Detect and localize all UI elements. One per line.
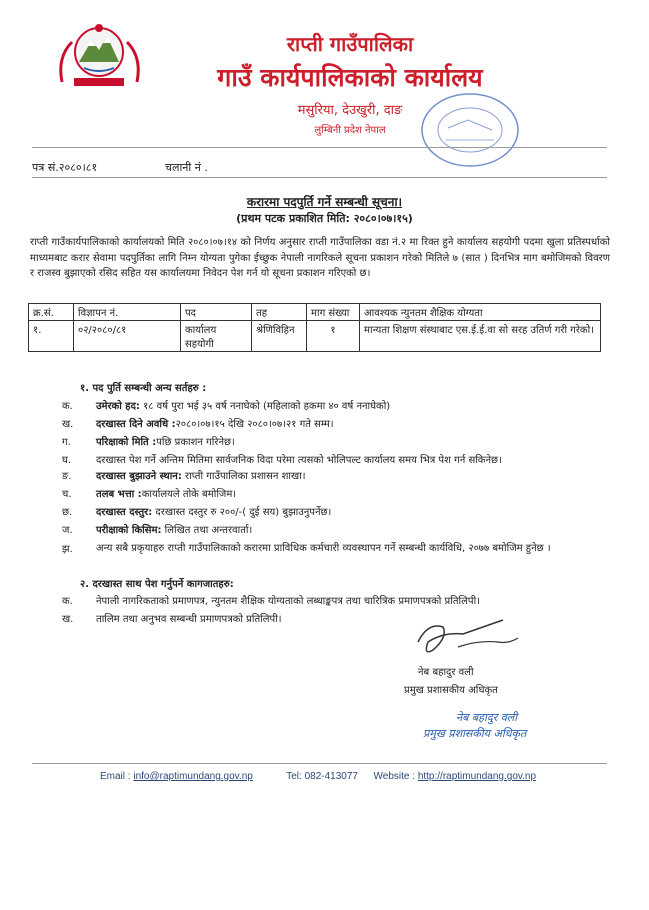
nepal-emblem-logo xyxy=(52,22,147,94)
org-name-line2: गाउँ कार्यपालिकाको कार्यालय xyxy=(217,63,483,92)
item-text: दरखास्त पेश गर्ने अन्तिम मितिमा सार्वजनिक विदा परेमा त्यसको भोलिपल्ट कार्यालय समय भित्र पेश गर्न सकिनेछ। xyxy=(96,455,502,466)
item-label: परीक्षाको किसिम: xyxy=(96,525,162,536)
letter-number: पत्र सं.२०८०।८१ xyxy=(32,161,98,174)
item-marker: क. xyxy=(62,596,73,607)
item-text: कार्यालयले तोके बमोजिम। xyxy=(141,489,237,500)
col-header-qualification: आवश्यक न्युनतम शैक्षिक योग्यता xyxy=(360,304,601,321)
list-item xyxy=(96,468,616,482)
item-marker: छ. xyxy=(62,507,73,518)
list-item xyxy=(96,416,616,430)
list-item xyxy=(96,434,616,448)
col-header-post: पद xyxy=(181,304,252,321)
item-marker: ङ. xyxy=(62,471,72,482)
tel-text: Tel: 082-413077 xyxy=(286,771,358,782)
handwritten-signature xyxy=(408,612,528,662)
item-text: राप्ती गाउँपालिका प्रशासन शाखा। xyxy=(181,471,306,482)
item-label: दरखास्त दिने अवधि : xyxy=(96,419,176,430)
email-label: Email : xyxy=(100,771,131,782)
cell-qualification: मान्यता शिक्षण संस्थाबाट एस.ई.ई.वा सो सरह उतिर्ण गरी गरेको। xyxy=(360,321,601,352)
list-item xyxy=(96,522,616,536)
col-header-sn: क्र.सं. xyxy=(29,304,74,321)
table-row xyxy=(29,321,601,352)
vacancy-table xyxy=(28,303,601,352)
org-province: लुम्बिनी प्रदेश नेपाल xyxy=(314,125,386,136)
item-text: २०८०।०७।१५ देखि २०८०।०७।२१ गते सम्म। xyxy=(175,419,334,430)
notice-subtitle: (प्रथम पटक प्रकाशित मिति: २०८०।०७।१५) xyxy=(236,212,413,225)
item-text: दरखास्त दस्तुर रु २००/-( दुई सय) बुझाउनुपर्नेछ। xyxy=(152,507,332,518)
dispatch-number: चलानी नं . xyxy=(165,161,208,174)
list-item xyxy=(96,541,586,556)
cell-sn: १. xyxy=(29,321,74,352)
list-item xyxy=(96,398,616,412)
table-header-row xyxy=(29,304,601,321)
list-item xyxy=(96,486,616,500)
item-marker: क. xyxy=(62,401,73,412)
item-marker: ज. xyxy=(62,525,73,536)
signatory-position: प्रमुख प्रशासकीय अधिकृत xyxy=(404,685,498,696)
col-header-demand: माग संख्या xyxy=(307,304,360,321)
col-header-level: तह xyxy=(252,304,307,321)
stamp-name: नेब बहादुर वली xyxy=(456,711,518,724)
item-text: अन्य सबै प्रकृयाहरु राप्ती गाउँपालिकाको करारमा प्राविधिक कर्मचारी व्यवस्थापन गर्ने सम्बन्धी कार्यविधि, २०७७ बमोजिम हुनेछ । xyxy=(96,543,551,554)
item-label: दरखास्त बुझाउने स्थान: xyxy=(96,471,182,482)
item-marker: ख. xyxy=(62,614,74,625)
item-text: १८ वर्ष पुरा भई ३५ वर्ष ननाघेको (महिलाको हकमा ४० वर्ष ननाघेको) xyxy=(139,401,391,412)
item-marker: झ. xyxy=(62,544,73,555)
list-item: तालिम तथा अनुभव सम्बन्धी प्रमाणपत्रको प्रतिलिपी। xyxy=(96,614,282,625)
item-label: परिक्षाको मिति : xyxy=(96,437,157,448)
org-name-line1: राप्ती गाउँपालिका xyxy=(286,32,414,56)
list-item xyxy=(96,452,616,466)
section2-heading: २. दरखास्त साथ पेश गर्नुपर्ने कागजातहरु: xyxy=(80,579,234,590)
list-item: नेपाली नागरिकताको प्रमाणपत्र, न्युनतम शैक्षिक योग्यताको लब्धाङ्कपत्र तथा चारित्रिक प्रमाणपत्रको प्रतिलिपी। xyxy=(96,596,480,607)
stamp-position: प्रमुख प्रशासकीय अधिकृत xyxy=(423,727,527,740)
notice-title: करारमा पदपुर्ति गर्ने सम्बन्धी सूचना। xyxy=(246,195,403,209)
cell-post: कार्यालय सहयोगी xyxy=(181,321,252,352)
email-link[interactable]: info@raptimundang.gov.np xyxy=(133,771,253,782)
item-marker: घ. xyxy=(62,455,72,466)
cell-adv-no: ०२/२०८०/८१ xyxy=(74,321,181,352)
item-label: दरखास्त दस्तुर: xyxy=(96,507,153,518)
item-text: पछि प्रकाशन गरिनेछ। xyxy=(156,437,235,448)
ref-divider xyxy=(32,177,607,178)
header-divider xyxy=(32,147,607,148)
item-marker: ग. xyxy=(62,437,71,448)
signatory-name: नेब बहादुर वली xyxy=(418,667,474,678)
footer xyxy=(100,771,536,782)
item-text: लिखित तथा अन्तरवार्ता। xyxy=(161,525,253,536)
item-marker: च. xyxy=(62,489,72,500)
item-label: उमेरको हद: xyxy=(96,401,140,412)
website-link[interactable]: http://raptimundang.gov.np xyxy=(417,771,537,782)
office-stamp xyxy=(418,90,523,170)
item-label: तलब भत्ता : xyxy=(96,489,142,500)
section1-heading: १. पद पुर्ति सम्बन्धी अन्य सर्तहरु : xyxy=(80,383,207,394)
item-marker: ख. xyxy=(62,419,74,430)
list-item xyxy=(96,504,616,518)
cell-demand: १ xyxy=(307,321,360,352)
cell-level: श्रेणिविहिन xyxy=(252,321,307,352)
org-address: मसुरिया, देउखुरी, दाङ xyxy=(297,103,403,118)
col-header-adv-no: विज्ञापन नं. xyxy=(74,304,181,321)
notice-paragraph: राप्ती गाउँकार्यपालिकाको कार्यालयको मिति २०८०।०७।१४ को निर्णय अनुसार राप्ती गाउँपालिका वडा नं.२ मा रिक्त हुने कार्यालय सहयोगी पदमा खुला प्रतिस्पर्धाको माध्यमबाट करार सेवामा पदपुर्तिका लागि निम्न योग्यता पुगेका ईच्छुक नेपाली नागरिकले सूचना प्रकाशन गरेको मितिले ७ (सात ) दिनभित्र माग बमोजिमको विवरण र राजस्व बुझाएको रसिद सहित यस कार्यालयमा निवेदन पेश गर्न यो सूचना प्रकाशन गरिएको छ। xyxy=(30,237,610,279)
footer-divider xyxy=(32,763,607,764)
website-label: Website : xyxy=(373,771,416,782)
